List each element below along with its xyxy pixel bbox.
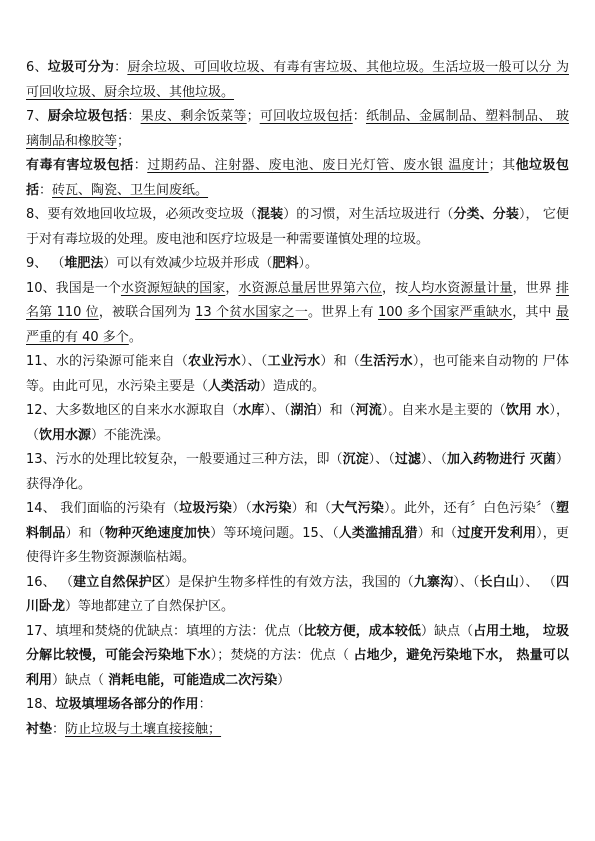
text-run: 17、填埋和焚烧的优缺点：填埋的方法：优点（ xyxy=(26,623,304,639)
text-run: ）等环境问题。15、（ xyxy=(210,525,339,541)
underlined-text: 最严重的有 40 多个 xyxy=(26,305,569,345)
text-run: ）造成的。 xyxy=(260,378,326,394)
text-run: ： xyxy=(127,109,141,124)
text-run: ）的习惯，对生活垃圾进行（ xyxy=(283,207,454,222)
bold-term: 河流 xyxy=(355,403,382,418)
text-run: ）、（ xyxy=(368,452,395,467)
text-run: ）获得净化。 xyxy=(26,452,569,492)
underlined-text: 砖瓦、陶瓷、卫生间废纸。 xyxy=(52,182,209,198)
text-run: ： xyxy=(352,109,366,124)
text-run: 6、 xyxy=(26,60,48,75)
underlined-text: 100 多个国家严重缺水 xyxy=(377,305,513,320)
text-run: ，世界 xyxy=(512,280,556,296)
underlined-text: 排名第 110 位 xyxy=(26,280,569,320)
bold-term: 厨余垃圾包括 xyxy=(47,109,128,124)
text-run: ）、（ xyxy=(240,354,268,369)
text-run: ： xyxy=(133,158,148,173)
paragraph-8 xyxy=(26,399,569,448)
paragraph-11 xyxy=(26,571,569,620)
underlined-text: 13 个贫水国家之一 xyxy=(195,305,308,320)
underlined-text: 防止垃圾与土壤直接接触 xyxy=(65,721,209,737)
text-run: ） xyxy=(277,672,291,688)
bold-term: 饮用 水 xyxy=(505,403,550,418)
underlined-text: 厨余垃圾、可回收垃圾、有毒有害垃圾、其他垃圾。生活垃圾一般可以分 为可回收垃圾、厨余垃圾、其他垃圾。 xyxy=(26,60,569,100)
text-run: ）；焚烧的方法：优点（ xyxy=(210,648,354,663)
bold-term: 建立自然保护区 xyxy=(73,574,165,590)
text-run: ），（ xyxy=(26,403,569,443)
text-run: ）、（ xyxy=(264,403,291,418)
text-run: ： xyxy=(198,697,212,712)
text-run: ，按 xyxy=(382,280,409,296)
text-run: 14、 我们面临的污染有（ xyxy=(26,501,180,516)
paragraph-6 xyxy=(26,277,569,351)
text-run: ）和（ xyxy=(291,501,332,516)
text-run: 。 xyxy=(128,329,142,345)
underlined-text: 纸制品、金属制品、塑料制品、 玻璃制品和橡胶等 xyxy=(26,109,569,149)
paragraph-12 xyxy=(26,620,569,694)
text-run: ）。此外，还有〞白色污染〞（ xyxy=(384,501,556,516)
bold-term: 塑料制品 xyxy=(26,501,569,541)
bold-term: 堆肥法 xyxy=(64,256,104,271)
bold-term: 分类、分装 xyxy=(453,207,519,222)
text-run: ）和（ xyxy=(417,525,458,541)
text-run: ），更使得许多生物资源濒临枯竭。 xyxy=(26,525,569,565)
bold-term: 占地少，避免污染地下水， 热量可以利用 xyxy=(26,648,569,688)
paragraph-5 xyxy=(26,252,569,277)
text-run: ， xyxy=(225,280,239,296)
text-run: ）可以有效减少垃圾并形成（ xyxy=(103,256,273,271)
bold-term: 长白山 xyxy=(479,574,519,590)
bold-term: 垃圾填埋场各部分的作用 xyxy=(55,697,199,712)
bold-term: 水污染 xyxy=(251,501,292,516)
text-run: ）。 xyxy=(298,256,318,271)
underlined-text: ； xyxy=(208,721,222,737)
bold-term: 四川卧龙 xyxy=(26,574,569,614)
text-run: ）、（ xyxy=(453,574,480,590)
paragraph-2 xyxy=(26,105,569,154)
bold-term: 工业污水 xyxy=(267,354,321,369)
text-run: ）是保护生物多样性的有效方法，我国的（ xyxy=(164,574,414,590)
bold-term: 过滤 xyxy=(394,452,421,467)
bold-term: 九寨沟 xyxy=(413,574,454,590)
text-run: ）、（ xyxy=(420,452,448,467)
text-run: ），也可能来自动物的 尸体等。由此可见，水污染主要是（ xyxy=(26,354,569,394)
underlined-text: 水资源总量居世界第六位 xyxy=(238,280,383,296)
bold-term: 有毒有害垃圾包括 xyxy=(26,158,134,173)
text-run: ）， 它便于对有毒垃圾的处理。废电池和医疗垃圾是一种需要谨慎处理的垃圾。 xyxy=(26,207,569,247)
text-run: ； xyxy=(117,133,131,149)
bold-term: 过度开发利用 xyxy=(457,525,537,541)
text-run: ，被联合国列为 xyxy=(98,305,196,320)
bold-term: 水库 xyxy=(238,403,265,418)
underlined-text: 果皮、剩余饭菜等 xyxy=(140,109,247,124)
bold-term: 人类滥捕乱猎 xyxy=(338,525,418,541)
text-run: 11、水的污染源可能来自（ xyxy=(26,354,189,369)
underlined-text: 人均水资源量计量 xyxy=(408,280,513,296)
text-run: 7、 xyxy=(26,109,48,124)
bold-term: 肥料 xyxy=(272,256,299,271)
bold-term: 生活污水 xyxy=(359,354,413,369)
bold-term: 垃圾可分为 xyxy=(47,60,115,75)
text-run: ： xyxy=(52,721,66,737)
text-run: ）。自来水是主要的（ xyxy=(381,403,506,418)
paragraph-14 xyxy=(26,718,569,743)
text-run: ）（ xyxy=(232,501,252,516)
text-run: ；其 xyxy=(488,158,516,173)
paragraph-3 xyxy=(26,154,569,203)
bold-term: 他垃圾包括 xyxy=(26,158,569,198)
paragraph-7 xyxy=(26,350,569,399)
bold-term: 饮用水源 xyxy=(39,427,92,443)
underlined-text: 过期药品、注射器、废电池、废日光灯管、废水银 温度计 xyxy=(147,158,489,173)
text-run: 18、 xyxy=(26,697,56,712)
text-run: ）和（ xyxy=(65,525,105,541)
text-run: ： xyxy=(114,60,128,75)
text-run: 9、 （ xyxy=(26,256,65,271)
paragraph-4 xyxy=(26,203,569,252)
bold-term: 比较方便，成本较低 xyxy=(303,623,421,639)
text-run: ）缺点（ xyxy=(52,672,109,688)
document-body xyxy=(26,56,569,742)
text-run: 12、大多数地区的自来水水源取自（ xyxy=(26,403,239,418)
text-run: ）和（ xyxy=(316,403,356,418)
bold-term: 混装 xyxy=(257,207,284,222)
bold-term: 农业污水 xyxy=(188,354,241,369)
paragraph-1 xyxy=(26,56,569,105)
text-run: ）缺点（ xyxy=(420,623,474,639)
text-run: ： xyxy=(39,182,53,198)
bold-term: 加入药物进行 灭菌 xyxy=(447,452,556,467)
bold-term: 占用土地， 垃圾分解比较慢，可能会污染地下水 xyxy=(26,623,569,663)
text-run: ）不能洗澡。 xyxy=(91,427,170,443)
text-run: ； xyxy=(246,109,260,124)
bold-term: 沉淀 xyxy=(342,452,369,467)
text-run: 13、污水的处理比较复杂，一般要通过三种方法，即（ xyxy=(26,452,343,467)
text-run: 。世界上有 xyxy=(307,305,378,320)
text-run: 8、要有效地回收垃圾，必须改变垃圾（ xyxy=(26,207,257,222)
underlined-text: 可回收垃圾包括 xyxy=(259,109,353,124)
underlined-text: 水资源短缺的国家 xyxy=(120,280,226,296)
paragraph-13 xyxy=(26,693,569,718)
bold-term: 物种灭绝速度加快 xyxy=(104,525,211,541)
text-run: ）、 （ xyxy=(518,574,556,590)
bold-term: 垃圾污染 xyxy=(179,501,233,516)
text-run: 10、我国是一个 xyxy=(26,280,121,296)
text-run: ）和（ xyxy=(320,354,360,369)
bold-term: 衬垫 xyxy=(26,721,53,737)
bold-term: 人类活动 xyxy=(208,378,261,394)
text-run: ）等地都建立了自然保护区。 xyxy=(65,599,235,614)
bold-term: 消耗电能，可能造成二次污染 xyxy=(108,672,278,688)
text-run: 16、 （ xyxy=(26,574,74,590)
bold-term: 大气污染 xyxy=(331,501,385,516)
bold-term: 湖泊 xyxy=(290,403,317,418)
text-run: ，其中 xyxy=(512,305,556,320)
paragraph-10 xyxy=(26,497,569,571)
paragraph-9 xyxy=(26,448,569,497)
